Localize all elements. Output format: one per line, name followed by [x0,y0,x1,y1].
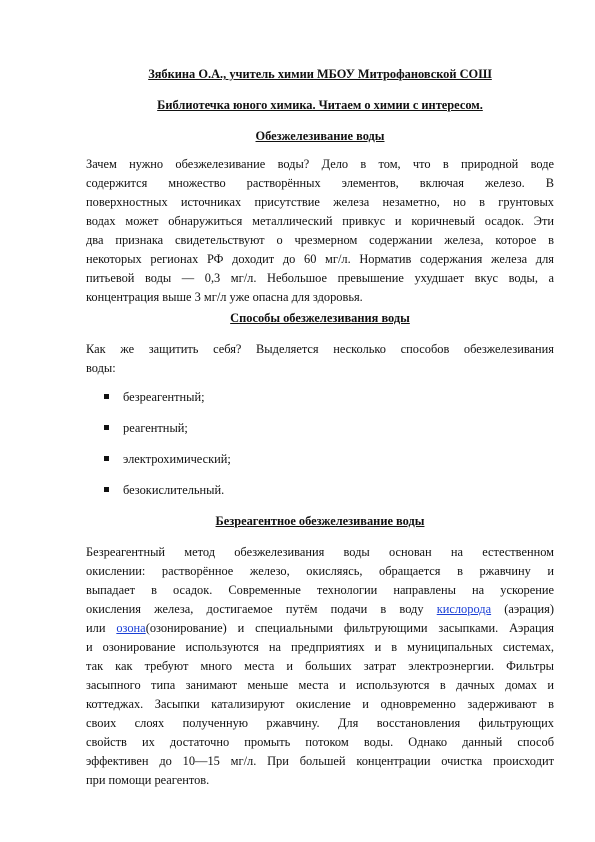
text-line: питьевой воды — 0,3 мг/л. Небольшое превышение ухудшает вкус воды, а [86,271,554,285]
text-line: и озонирование используются на предприятиях и в муниципальных системах, [86,640,554,654]
list-item [104,452,231,467]
text-fragment: (озонирование) и специальными фильтрующими засыпками. Аэрация [145,621,554,635]
reagentless-paragraph [86,543,554,790]
text-line: выпадает в осадок. Современные технологии направлены на ускорение [86,583,554,597]
text-line: содержится множество растворённых элементов, включая железо. В [86,176,554,190]
list-item-label: безреагентный; [123,390,205,404]
methods-intro-paragraph [86,340,554,378]
text-line: концентрация выше 3 мг/л уже опасна для здоровья. [86,290,363,304]
text-line: два признака свидетельствуют о чрезмерном содержании железа, которое в [86,233,554,247]
text-line: водах может обнаружиться металлический привкус и коричневый осадок. Эти [86,214,554,228]
bullet-square-icon [104,487,109,492]
text-line: некоторых регионах РФ доходит до 60 мг/л. Норматив содержания железа для [86,252,554,266]
text-line: коттеджах. Засыпки катализируют окисление и одновременно задерживают в [86,697,554,711]
reagentless-heading: Безреагентное обезжелезивание воды [215,514,425,528]
text-fragment: или [86,621,117,635]
list-item [104,390,205,405]
text-fragment: окисления железа, достигаемое путём подачи в воду [86,602,437,616]
series-title: Библиотечка юного химика. Читаем о химии с интересом. [157,98,483,112]
text-line: окислении: растворённое железо, окисляясь, обращается в ржавчину и [86,564,554,578]
text-line: Как же защитить себя? Выделяется несколько способов обезжелезивания [86,342,554,356]
text-line: Безреагентный метод обезжелезивания воды основан на естественном [86,545,554,559]
text-line: воды: [86,361,116,375]
bullet-square-icon [104,425,109,430]
bullet-square-icon [104,456,109,461]
document-title: Обезжелезивание воды [255,129,385,143]
list-item [104,483,224,498]
text-line: свойств их достаточно промыть потоком воды. Однако данный способ [86,735,554,749]
text-line: так как требуют много места и больших затрат электроэнергии. Фильтры [86,659,554,673]
list-item-label: электрохимический; [123,452,231,466]
list-item-label: безокислительный. [123,483,225,497]
text-line: засыпного типа занимают меньше места и используются в дачных домах и [86,678,554,692]
methods-heading: Способы обезжелезивания воды [230,311,410,325]
list-item [104,421,188,436]
bullet-square-icon [104,394,109,399]
text-line: Зачем нужно обезжелезивание воды? Дело в том, что в природной воде [86,157,554,171]
text-line: своих слоях полученную ржавчину. Для восстановления фильтрующих [86,716,554,730]
list-item-label: реагентный; [123,421,188,435]
hyperlink-озона[interactable]: озона [116,621,146,635]
hyperlink-кислорода[interactable]: кислорода [436,602,492,616]
text-line: поверхностных источниках присутствие железа незаметно, но в грунтовых [86,195,554,209]
text-line [86,600,554,619]
text-line: при помощи реагентов. [86,773,210,787]
text-line: эффективен до 10—15 мг/л. При большей концентрации очистка происходит [86,754,554,768]
text-fragment: (аэрация) [491,602,554,616]
intro-paragraph [86,155,554,307]
author-line: Зябкина О.А., учитель химии МБОУ Митрофановской СОШ [148,67,492,81]
text-line [86,619,554,638]
